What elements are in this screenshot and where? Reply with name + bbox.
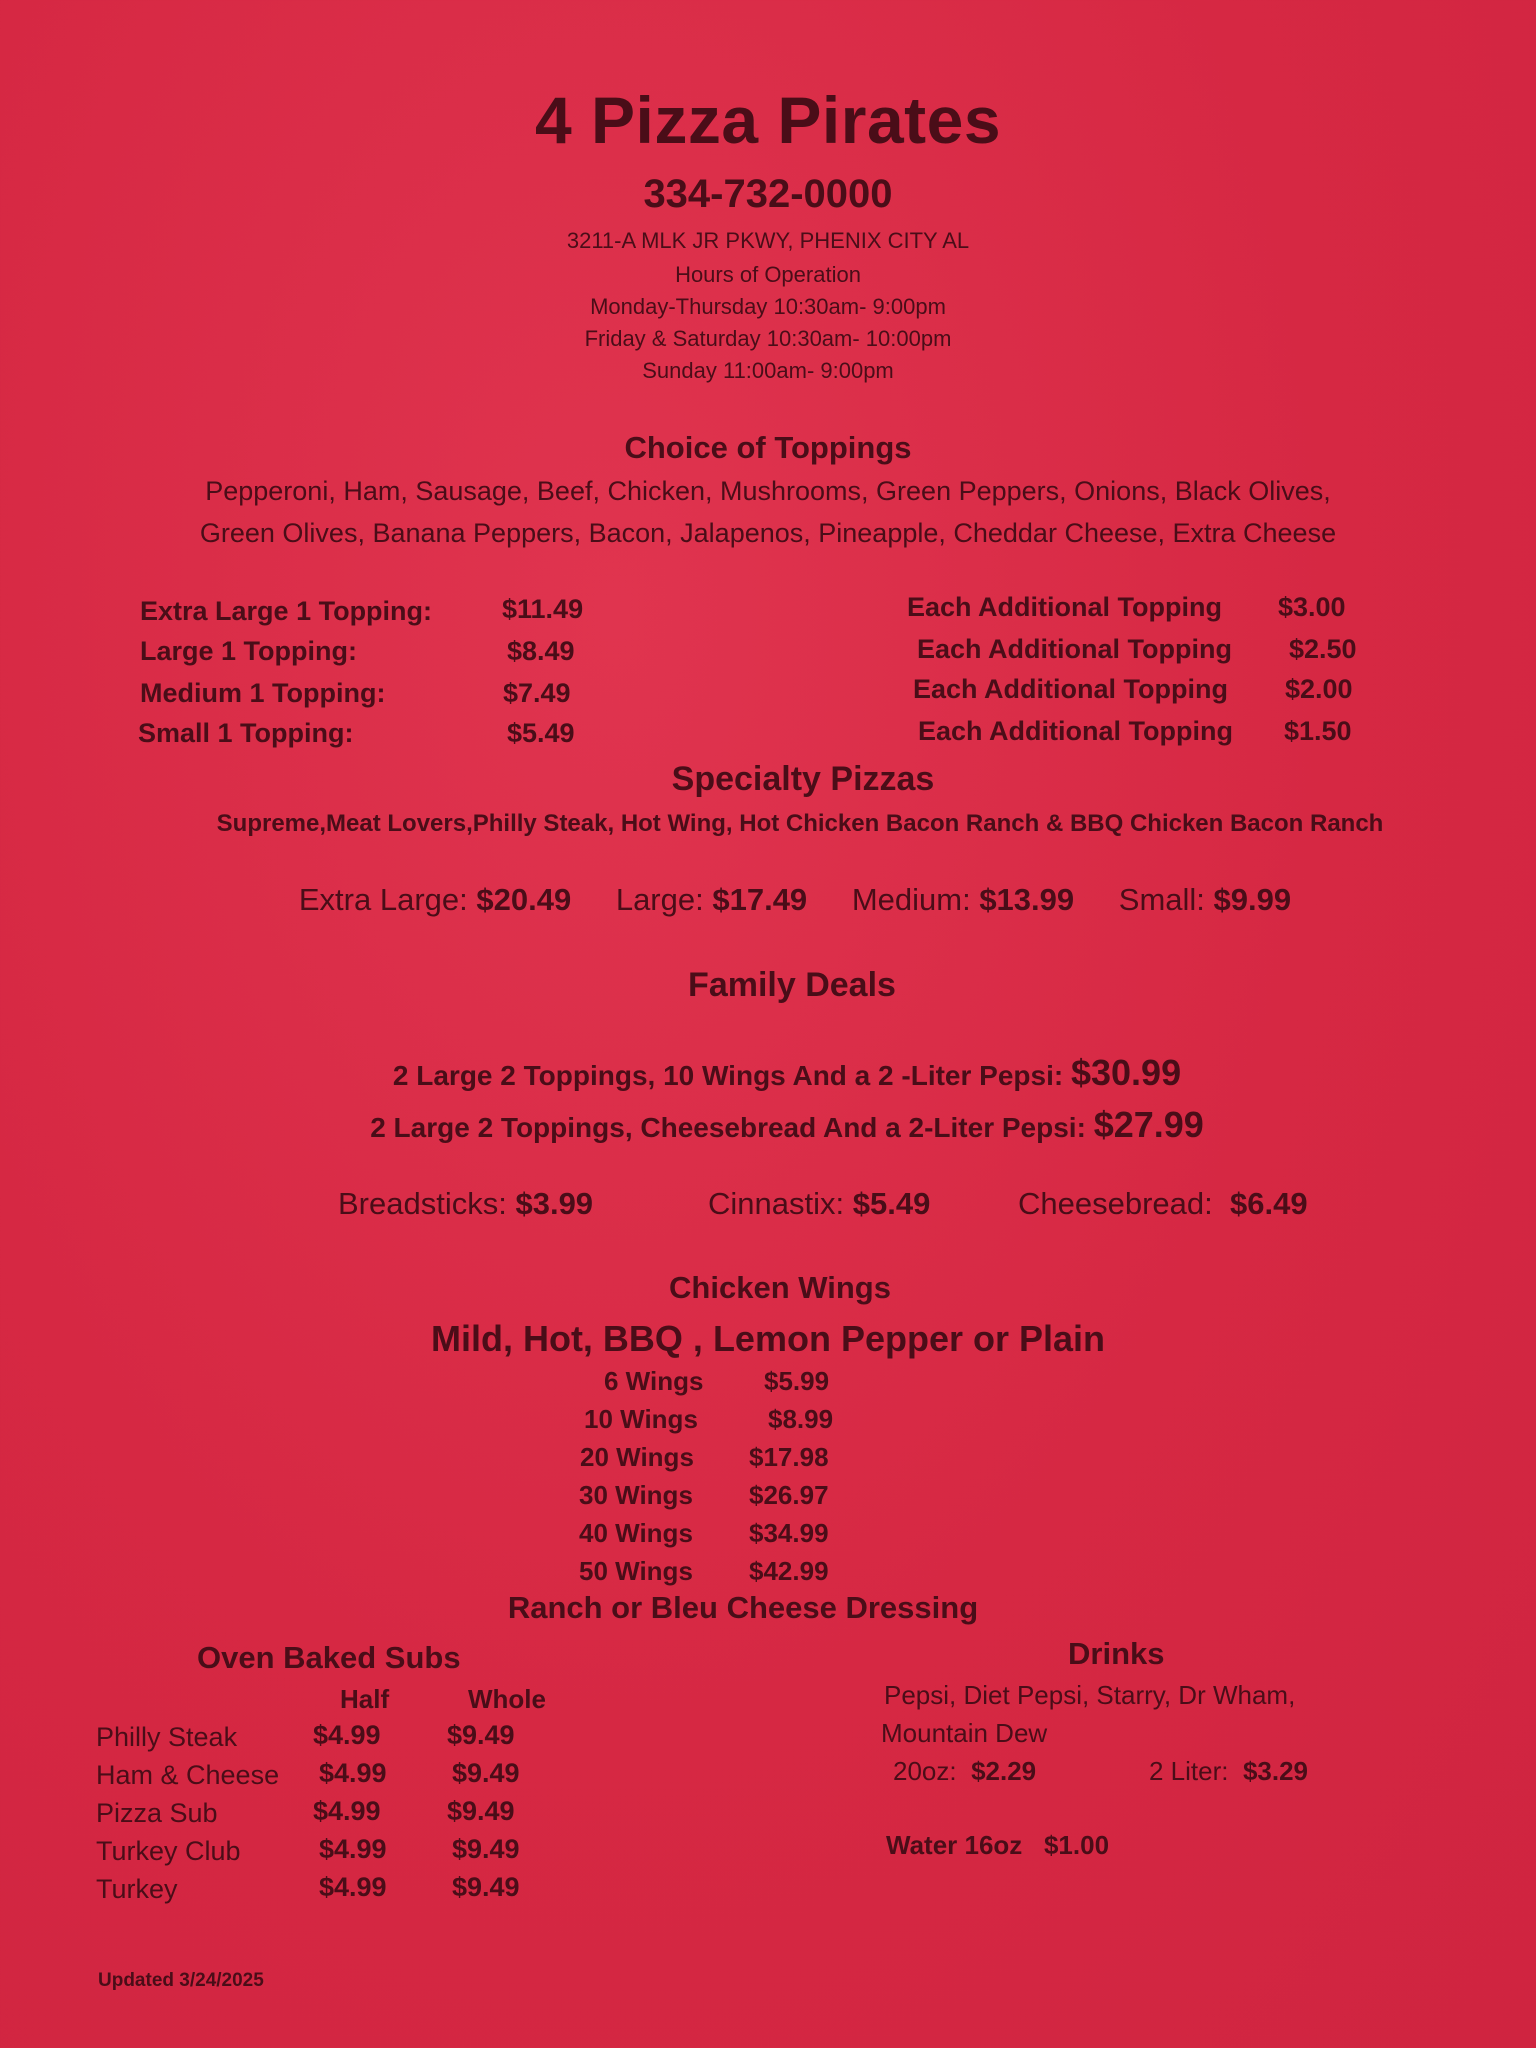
- wing-count: 10 Wings: [584, 1404, 698, 1434]
- pizza-size-price: $11.49: [502, 594, 584, 624]
- wing-price: $8.99: [768, 1404, 834, 1434]
- family-deals-heading: Family Deals: [688, 966, 896, 1004]
- specialty-price-medium: Medium: $13.99: [851, 882, 1075, 917]
- sub-name: Pizza Sub: [96, 1798, 218, 1828]
- wing-count: 40 Wings: [579, 1518, 693, 1548]
- family-deal-1: 2 Large 2 Toppings, 10 Wings And a 2 -Liter Pepsi: $30.99: [392, 1052, 1182, 1093]
- hours-weekday: Monday-Thursday 10:30am- 9:00pm: [590, 294, 946, 319]
- wing-price: $17.98: [749, 1442, 829, 1472]
- drink-20oz-price: 20oz: $2.29: [893, 1756, 1037, 1786]
- sub-half-price: $4.99: [313, 1720, 381, 1750]
- restaurant-title: 4 Pizza Pirates: [534, 83, 1002, 157]
- drinks-heading: Drinks: [1068, 1636, 1165, 1671]
- sub-name: Turkey: [96, 1874, 178, 1904]
- extra-topping-price: $2.00: [1285, 674, 1353, 704]
- toppings-line-1: Pepperoni, Ham, Sausage, Beef, Chicken, Mushrooms, Green Peppers, Onions, Black Olives,: [205, 476, 1331, 506]
- specialty-price-small: Small: $9.99: [1118, 882, 1292, 917]
- extra-topping-label: Each Additional Topping: [907, 592, 1222, 622]
- extra-topping-label: Each Additional Topping: [918, 716, 1233, 746]
- wing-dressing: Ranch or Bleu Cheese Dressing: [507, 1590, 979, 1625]
- subs-heading: Oven Baked Subs: [197, 1640, 461, 1675]
- subs-half-header: Half: [340, 1684, 390, 1714]
- side-cinnastix: Cinnastix: $5.49: [708, 1186, 931, 1221]
- hours-sunday: Sunday 11:00am- 9:00pm: [642, 358, 894, 383]
- pizza-size-label: Medium 1 Topping:: [140, 678, 386, 708]
- sub-half-price: $4.99: [319, 1834, 387, 1864]
- toppings-line-2: Green Olives, Banana Peppers, Bacon, Jalapenos, Pineapple, Cheddar Cheese, Extra Cheese: [199, 518, 1337, 548]
- subs-whole-header: Whole: [468, 1684, 546, 1714]
- wing-count: 30 Wings: [579, 1480, 693, 1510]
- sub-whole-price: $9.49: [447, 1720, 515, 1750]
- specialty-price-large: Large: $17.49: [615, 882, 808, 917]
- side-cheesebread: Cheesebread: $6.49: [1018, 1186, 1308, 1221]
- wings-heading: Chicken Wings: [669, 1270, 891, 1305]
- specialty-prices: [0, 882, 1536, 918]
- sub-half-price: $4.99: [313, 1796, 381, 1826]
- wing-count: 50 Wings: [579, 1556, 693, 1586]
- toppings-heading: Choice of Toppings: [624, 430, 912, 465]
- pizza-size-label: Extra Large 1 Topping:: [140, 596, 433, 626]
- specialty-price-xl: Extra Large: $20.49: [298, 882, 572, 917]
- sub-whole-price: $9.49: [452, 1834, 520, 1864]
- extra-topping-price: $3.00: [1278, 592, 1346, 622]
- pizza-size-label: Small 1 Topping:: [138, 718, 354, 748]
- extra-topping-price: $1.50: [1284, 716, 1352, 746]
- updated-date: Updated 3/24/2025: [98, 1970, 264, 1991]
- phone-number: 334-732-0000: [643, 172, 893, 216]
- drinks-list-line-1: Pepsi, Diet Pepsi, Starry, Dr Wham,: [884, 1680, 1296, 1710]
- specialty-list: Supreme,Meat Lovers,Philly Steak, Hot Wing, Hot Chicken Bacon Ranch & BBQ Chicken Bacon Ranch: [216, 810, 1384, 837]
- sub-name: Philly Steak: [96, 1722, 238, 1752]
- sub-half-price: $4.99: [319, 1758, 387, 1788]
- pizza-size-price: $5.49: [507, 718, 575, 748]
- sub-whole-price: $9.49: [452, 1872, 520, 1902]
- address: 3211-A MLK JR PKWY, PHENIX CITY AL: [566, 228, 970, 253]
- wing-price: $26.97: [749, 1480, 829, 1510]
- extra-topping-price: $2.50: [1289, 634, 1357, 664]
- hours-title: Hours of Operation: [675, 262, 861, 287]
- sub-whole-price: $9.49: [447, 1796, 515, 1826]
- sub-name: Turkey Club: [96, 1836, 241, 1866]
- sub-whole-price: $9.49: [452, 1758, 520, 1788]
- pizza-size-label: Large 1 Topping:: [140, 636, 357, 666]
- hours-fri-sat: Friday & Saturday 10:30am- 10:00pm: [584, 326, 952, 351]
- wing-price: $42.99: [749, 1556, 829, 1586]
- sub-half-price: $4.99: [319, 1872, 387, 1902]
- wing-price: $34.99: [749, 1518, 829, 1548]
- extra-topping-label: Each Additional Topping: [917, 634, 1232, 664]
- family-deal-2: 2 Large 2 Toppings, Cheesebread And a 2-Liter Pepsi: $27.99: [370, 1104, 1204, 1145]
- water-price: Water 16oz $1.00: [886, 1830, 1110, 1860]
- wing-flavors: Mild, Hot, BBQ , Lemon Pepper or Plain: [430, 1318, 1106, 1359]
- drink-2liter-price: 2 Liter: $3.29: [1149, 1756, 1309, 1786]
- sub-name: Ham & Cheese: [96, 1760, 280, 1790]
- wing-count: 6 Wings: [604, 1366, 704, 1396]
- pizza-size-price: $7.49: [503, 678, 571, 708]
- wing-price: $5.99: [764, 1366, 830, 1396]
- pizza-size-price: $8.49: [507, 636, 575, 666]
- specialty-heading: Specialty Pizzas: [671, 760, 935, 798]
- drinks-list-line-2: Mountain Dew: [881, 1718, 1048, 1748]
- wing-count: 20 Wings: [580, 1442, 694, 1472]
- side-breadsticks: Breadsticks: $3.99: [338, 1186, 594, 1221]
- extra-topping-label: Each Additional Topping: [913, 674, 1228, 704]
